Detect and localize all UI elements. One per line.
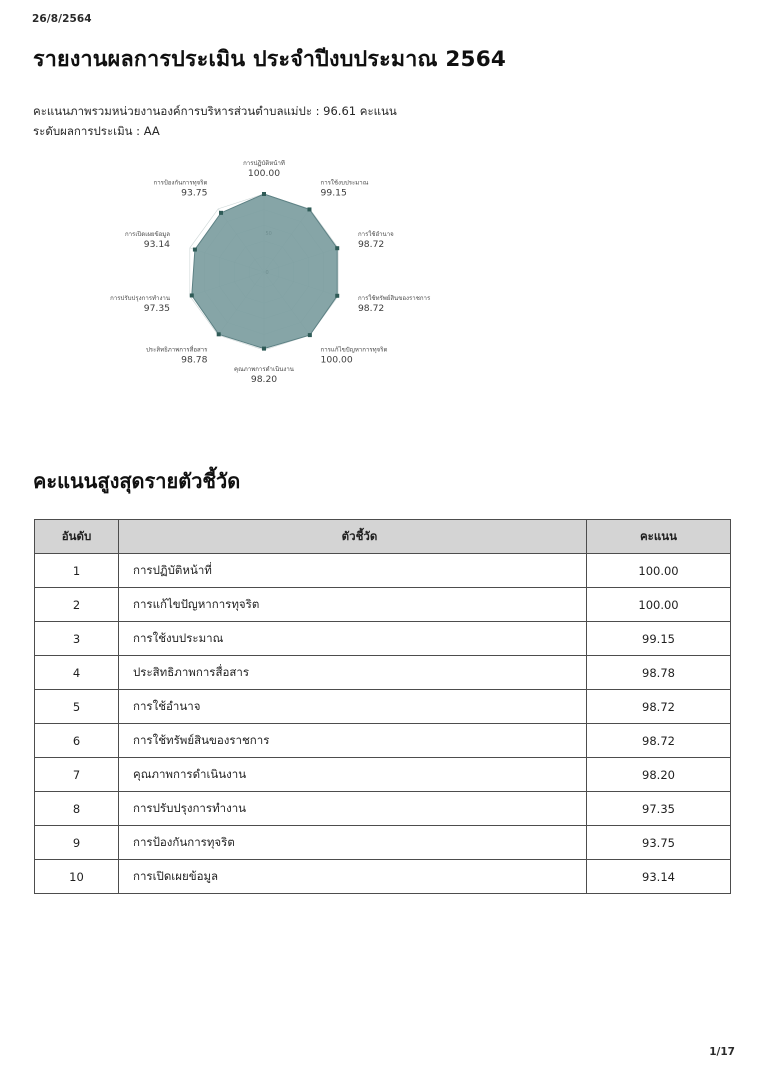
table-row bbox=[35, 724, 731, 758]
table-row bbox=[35, 758, 731, 792]
cell-indicator: การใช้ทรัพย์สินของราชการ bbox=[119, 724, 587, 758]
score-table-container bbox=[34, 519, 730, 894]
column-header-indicator: ตัวชี้วัด bbox=[119, 520, 587, 554]
cell-rank: 6 bbox=[35, 724, 119, 758]
cell-score: 98.72 bbox=[587, 690, 731, 724]
column-header-rank: อันดับ bbox=[35, 520, 119, 554]
radar-data-polygon bbox=[192, 194, 337, 349]
svg-text:ประสิทธิภาพการสื่อสาร: ประสิทธิภาพการสื่อสาร bbox=[145, 346, 208, 354]
table-row bbox=[35, 622, 731, 656]
svg-text:100.00: 100.00 bbox=[247, 168, 281, 179]
evaluation-grade-line: ระดับผลการประเมิน : AA bbox=[33, 124, 160, 138]
svg-text:0: 0 bbox=[265, 270, 269, 276]
table-row bbox=[35, 826, 731, 860]
cell-rank: 2 bbox=[35, 588, 119, 622]
cell-indicator: คุณภาพการดำเนินงาน bbox=[119, 758, 587, 792]
document-date: 26/8/2564 bbox=[32, 13, 92, 25]
cell-indicator: การใช้งบประมาณ bbox=[119, 622, 587, 656]
svg-text:93.14: 93.14 bbox=[143, 239, 171, 251]
cell-rank: 4 bbox=[35, 656, 119, 690]
svg-text:50: 50 bbox=[265, 231, 272, 237]
cell-indicator: การเปิดเผยข้อมูล bbox=[119, 860, 587, 894]
cell-score: 98.20 bbox=[587, 758, 731, 792]
cell-score: 93.75 bbox=[587, 826, 731, 860]
radar-chart bbox=[92, 160, 502, 405]
page-number: 1/17 bbox=[709, 1046, 735, 1058]
cell-score: 99.15 bbox=[587, 622, 731, 656]
svg-text:98.20: 98.20 bbox=[250, 374, 278, 385]
svg-text:การใช้งบประมาณ: การใช้งบประมาณ bbox=[320, 179, 369, 187]
svg-text:คุณภาพการดำเนินงาน: คุณภาพการดำเนินงาน bbox=[234, 366, 294, 373]
cell-score: 98.72 bbox=[587, 724, 731, 758]
table-row bbox=[35, 554, 731, 588]
svg-text:97.35: 97.35 bbox=[143, 302, 171, 314]
column-header-score: คะแนน bbox=[587, 520, 731, 554]
table-row bbox=[35, 656, 731, 690]
svg-text:99.15: 99.15 bbox=[320, 187, 347, 199]
table-row bbox=[35, 690, 731, 724]
table-row bbox=[35, 588, 731, 622]
cell-rank: 1 bbox=[35, 554, 119, 588]
table-row bbox=[35, 792, 731, 826]
svg-text:การแก้ไขปัญหาการทุจริต: การแก้ไขปัญหาการทุจริต bbox=[320, 346, 388, 354]
cell-indicator: การใช้อำนาจ bbox=[119, 690, 587, 724]
cell-indicator: การแก้ไขปัญหาการทุจริต bbox=[119, 588, 587, 622]
cell-indicator: การป้องกันการทุจริต bbox=[119, 826, 587, 860]
cell-score: 100.00 bbox=[587, 554, 731, 588]
score-table bbox=[34, 519, 731, 894]
cell-score: 100.00 bbox=[587, 588, 731, 622]
svg-text:การปฏิบัติหน้าที่: การปฏิบัติหน้าที่ bbox=[243, 160, 285, 167]
cell-rank: 3 bbox=[35, 622, 119, 656]
cell-rank: 8 bbox=[35, 792, 119, 826]
score-table-body bbox=[35, 554, 731, 894]
cell-score: 98.78 bbox=[587, 656, 731, 690]
svg-text:98.72: 98.72 bbox=[357, 239, 385, 251]
cell-score: 97.35 bbox=[587, 792, 731, 826]
cell-rank: 5 bbox=[35, 690, 119, 724]
table-row bbox=[35, 860, 731, 894]
cell-indicator: การปรับปรุงการทำงาน bbox=[119, 792, 587, 826]
svg-text:การใช้ทรัพย์สินของราชการ: การใช้ทรัพย์สินของราชการ bbox=[357, 294, 431, 302]
score-table-head bbox=[35, 520, 731, 554]
section-heading: คะแนนสูงสุดรายตัวชี้วัด bbox=[33, 469, 241, 493]
svg-text:การป้องกันการทุจริต: การป้องกันการทุจริต bbox=[153, 179, 208, 187]
radar-chart-svg bbox=[92, 160, 502, 405]
overall-score-line: คะแนนภาพรวมหน่วยงานองค์การบริหารส่วนตำบลแม่ปะ : 96.61 คะแนน bbox=[33, 104, 397, 118]
page-title: รายงานผลการประเมิน ประจำปีงบประมาณ 2564 bbox=[33, 47, 507, 72]
svg-text:100.00: 100.00 bbox=[320, 354, 353, 366]
svg-text:การใช้อำนาจ: การใช้อำนาจ bbox=[357, 231, 394, 239]
cell-indicator: การปฏิบัติหน้าที่ bbox=[119, 554, 587, 588]
summary-block bbox=[33, 101, 397, 141]
cell-rank: 7 bbox=[35, 758, 119, 792]
svg-text:98.72: 98.72 bbox=[357, 302, 385, 314]
svg-text:การเปิดเผยข้อมูล: การเปิดเผยข้อมูล bbox=[124, 231, 171, 239]
cell-indicator: ประสิทธิภาพการสื่อสาร bbox=[119, 656, 587, 690]
svg-text:98.78: 98.78 bbox=[181, 354, 208, 366]
svg-text:การปรับปรุงการทำงาน: การปรับปรุงการทำงาน bbox=[110, 294, 171, 302]
cell-rank: 10 bbox=[35, 860, 119, 894]
svg-text:93.75: 93.75 bbox=[181, 187, 208, 199]
cell-rank: 9 bbox=[35, 826, 119, 860]
cell-score: 93.14 bbox=[587, 860, 731, 894]
table-header-row bbox=[35, 520, 731, 554]
